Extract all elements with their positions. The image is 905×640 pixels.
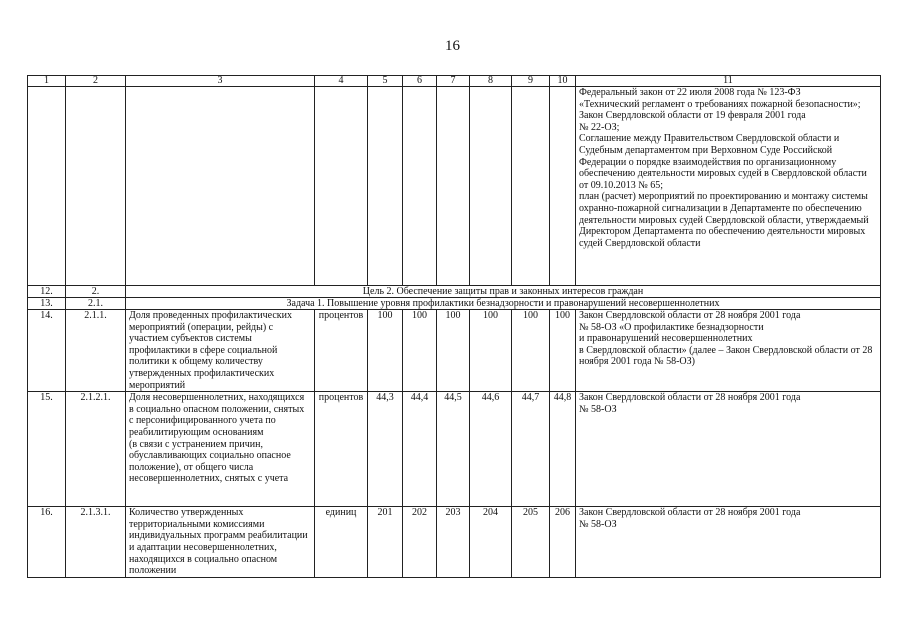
row-number: 16.	[28, 507, 66, 578]
value-cell: 44,8	[550, 392, 576, 507]
row-number: 15.	[28, 392, 66, 507]
column-number: 6	[403, 76, 437, 87]
row-code: 2.1.2.1.	[66, 392, 126, 507]
value-cell: 204	[470, 507, 512, 578]
legal-basis-cell: Закон Свердловской области от 28 ноября 2001 года № 58-ОЗ «О профилактике безнадзорности и правонарушений несовершеннолетних в Свердловской области» (далее – Закон Свердловской области от 28 ноября 2001 года № 58-ОЗ)	[576, 310, 881, 392]
value-cell: 201	[368, 507, 403, 578]
value-cell: 205	[512, 507, 550, 578]
empty-cell	[315, 87, 368, 286]
empty-cell	[126, 87, 315, 286]
row-code: 2.1.	[66, 298, 126, 310]
column-number: 2	[66, 76, 126, 87]
page-number: 16	[445, 38, 460, 54]
column-number: 11	[576, 76, 881, 87]
column-number: 5	[368, 76, 403, 87]
table-row	[28, 507, 881, 578]
indicator-name: Доля несовершеннолетних, находящихся в социально опасном положении, снятых с персонифицированного учета по реабилитирующим основаниям (в связи с устранением причин, обуславливающих социально опасное положение), от общего числа несовершеннолетних, снятых с учета	[126, 392, 315, 507]
empty-cell	[550, 87, 576, 286]
unit-cell: процентов	[315, 310, 368, 392]
value-cell: 44,7	[512, 392, 550, 507]
value-cell: 100	[512, 310, 550, 392]
value-cell: 44,6	[470, 392, 512, 507]
row-number: 14.	[28, 310, 66, 392]
continuation-row	[28, 87, 881, 286]
value-cell: 100	[437, 310, 470, 392]
value-cell: 100	[368, 310, 403, 392]
indicators-table	[27, 75, 881, 578]
row-code: 2.	[66, 286, 126, 298]
value-cell: 100	[470, 310, 512, 392]
column-number: 4	[315, 76, 368, 87]
column-number: 9	[512, 76, 550, 87]
unit-cell: единиц	[315, 507, 368, 578]
column-number: 1	[28, 76, 66, 87]
empty-cell	[66, 87, 126, 286]
column-numbers-row	[28, 76, 881, 87]
table-row	[28, 392, 881, 507]
value-cell: 100	[550, 310, 576, 392]
section-row-task	[28, 298, 881, 310]
value-cell: 203	[437, 507, 470, 578]
row-code: 2.1.3.1.	[66, 507, 126, 578]
column-number: 8	[470, 76, 512, 87]
value-cell: 100	[403, 310, 437, 392]
column-number: 3	[126, 76, 315, 87]
value-cell: 44,3	[368, 392, 403, 507]
indicator-name: Количество утвержденных территориальными комиссиями индивидуальных программ реабилитации и адаптации несовершеннолетних, находящихся в социально опасном положении	[126, 507, 315, 578]
unit-cell: процентов	[315, 392, 368, 507]
row-number: 13.	[28, 298, 66, 310]
value-cell: 202	[403, 507, 437, 578]
empty-cell	[512, 87, 550, 286]
value-cell: 206	[550, 507, 576, 578]
legal-basis-cell: Закон Свердловской области от 28 ноября 2001 года № 58-ОЗ	[576, 507, 881, 578]
legal-basis-cell: Закон Свердловской области от 28 ноября 2001 года № 58-ОЗ	[576, 392, 881, 507]
table-row	[28, 310, 881, 392]
row-code: 2.1.1.	[66, 310, 126, 392]
section-title: Цель 2. Обеспечение защиты прав и законных интересов граждан	[126, 286, 881, 298]
empty-cell	[368, 87, 403, 286]
section-row-goal	[28, 286, 881, 298]
value-cell: 44,5	[437, 392, 470, 507]
column-number: 7	[437, 76, 470, 87]
column-number: 10	[550, 76, 576, 87]
empty-cell	[437, 87, 470, 286]
empty-cell	[403, 87, 437, 286]
empty-cell	[28, 87, 66, 286]
legal-basis-cell: Федеральный закон от 22 июля 2008 года № 123-ФЗ «Технический регламент о требованиях пожарной безопасности»; Закон Свердловской области от 19 февраля 2001 года № 22-ОЗ; Соглашение между Правительством Свердловской области и Судебным департаментом при Верховном Суде Российской Федерации о порядке взаимодействия по организационному обеспечению деятельности мировых судей в Свердловской области от 09.10.2013 № 65; план (расчет) мероприятий по проектированию и монтажу системы охранно-пожарной сигнализации в Департаменте по обеспечению деятельности мировых судей Свердловской области, утверждаемый Директором Департамента по обеспечению деятельности мировых судей Свердловской области	[576, 87, 881, 286]
row-number: 12.	[28, 286, 66, 298]
indicator-name: Доля проведенных профилактических мероприятий (операции, рейды) с участием субъектов системы профилактики в сфере социальной политики к общему количеству утвержденных профилактических мероприятий	[126, 310, 315, 392]
section-title: Задача 1. Повышение уровня профилактики безнадзорности и правонарушений несовершеннолетних	[126, 298, 881, 310]
value-cell: 44,4	[403, 392, 437, 507]
empty-cell	[470, 87, 512, 286]
